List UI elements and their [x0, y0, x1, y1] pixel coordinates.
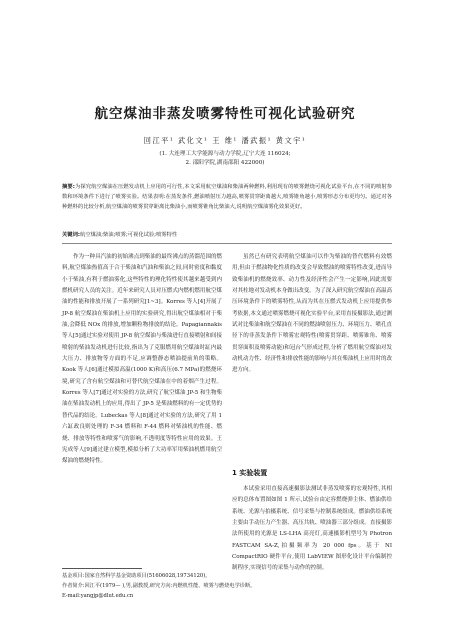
- author-list: 回江平¹ 武化文¹ 王 维¹ 潘武振¹ 黄文宇¹: [143, 136, 307, 145]
- abstract-text: 为探究航空煤油在压燃发动机上应用的可行性,本文采用航空煤油和柴油两种燃料,利用现有的喷雾燃烧可视化试验平台,在不同的喷射参数和环境条件下进行了喷雾实验。结果表明:在蒸发条件,燃油喷射压力越高,喷雾贯穿距离越大,喷雾锥角越小,喷雾形态分布更均匀。通过对各种燃料的比较分析,航空煤油的喷雾贯穿距离比柴油小,而喷雾锥角比柴油大,说明航空煤油雾化效果更好。: [62, 184, 392, 210]
- intro-right-column: 虽然已有研究表明航空煤油可以作为柴油的替代燃料有效燃用,但由于燃油物化性质的改变会导致燃油的喷雾特性改变,进而导致柴油机的燃烧效率、动力性及经济性会产生一定影响,因此需要对其柱地对发动机本身做出改变。为了深入研究航空煤油在高温高压环境条件下的喷雾特性,从而为其在压燃式发动机上应用提供参考依据,本文通过喷雾燃烧可视化实验平台,采用直接摄影法,通过测试对比柴油和航空煤油在不同的燃油喷射压力、环境压力、喷孔直径下的非蒸发条件下喷雾宏观特性(喷雾贯穿距、喷雾锥角、喷雾贯穿面积及喷雾动能)和冠台气形成过程,分析了燃用航空煤油对发动机动力性、经济性和排放性能的影响与其在柴油机上应用时的改进方向。: [232, 254, 392, 374]
- abstract-label: 摘要:: [62, 184, 75, 190]
- paper-title: 航空煤油非蒸发喷雾特性可视化试验研究: [94, 106, 356, 122]
- header-divider: [62, 243, 392, 244]
- footnote-funding: 基金项目:国家自然科学基金资助项目(51606028,19734120)。: [62, 573, 211, 579]
- section-heading: 1 实验装置: [232, 469, 268, 477]
- affiliation-2: 2. 邵阳学院,湖南邵阳 422000): [185, 160, 265, 166]
- section-1-body: 本试验采用直接高速摄影法测试非蒸发喷雾的宏观特性,其相应的总体布置图如图 1 所示,试验台由定容燃烧弹主体、燃油供给系统、光源与拍摄系统、信号采集与控制系统组成。燃油供给系统主要由手动压力产生器、高压共轨、喷油器三部分组成。直接摄影法所使用的光源是 LS-LHA 高亮灯,高速摄影机型号为 Photron FASTCAM SA-Z,拍摄频率为 20 000 fps。基于 NI CompactRIO 硬件平台,使用 LabVIEW 图形化设计平台编制控制程序,实现信号的采集与动作的控制。: [232, 486, 392, 572]
- footnote-divider: [62, 568, 142, 569]
- keywords-text: 航空煤油;柴油;喷雾;可视化试验;喷雾特性: [80, 232, 178, 238]
- intro-left-column: 作为一种具汽油的初始沸点到柴油的最终沸点的蒸馏范围的燃料,航空煤油热值高于合于柴油和汽油和柴油之间,同时密度和黏度小于柴油,有利于燃油雾化,这些特性的理化特性使其越来越受到内燃机研究人员的关注。近年来研究人员对压燃式内燃机燃用航空煤油的性能和排放开展了一系列研究[1~3]。Korres 等人[4]开展了 JP-8 航空煤油在柴油机上应用的实验研究,得出航空煤油相对于柴油,会降低 NOx 的排放,增加颗粒物排放的结论。Papagiannakis 等人[5]通过实验对使用 JP-8 航空煤油与柴油进行直接喷射和间接喷射的柴油发动机进行比较,指出为了克服燃用航空煤油时缸内最大压力、排放物等方面的不足,应调整静态喷油提前角的策略。Kook 等人[6]通过模拟高温(1000 K)和高压(6.7 MPa)的燃烧环境,研究了含有航空煤油和可替代航空煤油在中的着烟产生过程。Korres 等人[7]通过对实验的方法,研究了航空煤油 JP-5 和生物柴油在柴油发动机上的应用,得出了 JP-5 是柴油燃料的有一定优势的替代品的结论。Lubeckas 等人[8]通过对实验的方法,研究了用 1 六缸政良则处理的 F-34 燃料和 F-44 燃料对柴油机的性能、燃烧、排放等特性和喷雾气的影响,不透明度等特性应用的效果。王宪成等人[9]通过建立模型,模拟分析了大功率军用柴油机燃用航空煤油的燃烧特性。: [62, 254, 222, 465]
- abstract: [62, 182, 392, 212]
- affiliation-1: (1. 大连理工大学能源与动力学院,辽宁大连 116024;: [159, 151, 291, 157]
- keywords-label: 关键词:: [62, 232, 81, 238]
- footnote-author-bio: 作者简介:回江平(1979— ),男,副教授,研究方向:内燃机性能、喷雾与燃烧电学诊断。: [62, 583, 256, 589]
- footnote-email: E-mail:yangjp@dlut.edu.cn: [62, 593, 134, 599]
- keywords: [62, 230, 392, 240]
